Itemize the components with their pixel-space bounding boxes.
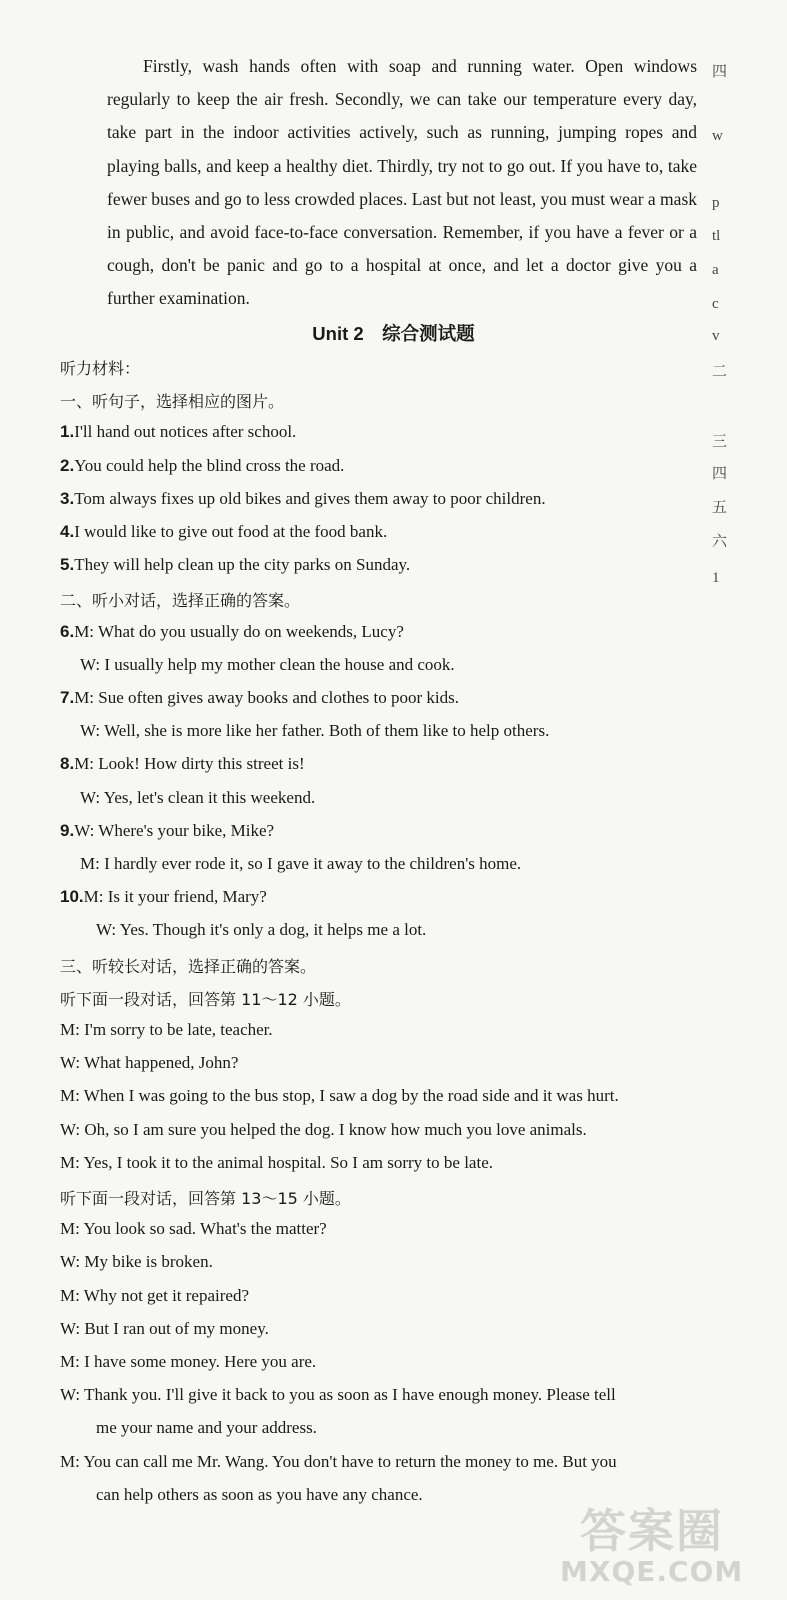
margin-fragment: 1 xyxy=(712,570,720,586)
line-text: W: But I ran out of my money. xyxy=(60,1318,269,1338)
line-text: M: I'm sorry to be late, teacher. xyxy=(60,1020,273,1039)
line-text: You could help the blind cross the road. xyxy=(74,455,345,475)
line-text: They will help clean up the city parks on Sunday. xyxy=(74,555,411,575)
line-text: can help others as soon as you have any chance. xyxy=(96,1484,423,1504)
line-text: W: I usually help my mother clean the house and cook. xyxy=(80,654,455,674)
line-text: M: I have some money. Here you are. xyxy=(60,1352,317,1371)
unit-title: Unit 2 综合测试题 xyxy=(312,323,475,344)
transcript-line xyxy=(60,522,387,542)
section-heading xyxy=(60,356,140,379)
line-text: 听下面一段对话，回答第 13～15 小题。 xyxy=(60,1189,351,1208)
watermark-url: MXQE.COM xyxy=(560,1555,744,1588)
transcript-line xyxy=(60,1452,617,1472)
transcript-line xyxy=(60,555,410,575)
transcript-line xyxy=(96,1418,317,1438)
question-number: 7. xyxy=(60,688,75,707)
transcript-line xyxy=(60,1385,616,1405)
margin-fragment: 三 xyxy=(712,434,728,450)
transcript-line xyxy=(60,622,404,642)
question-number: 10. xyxy=(60,887,84,907)
section-heading xyxy=(60,588,300,611)
margin-fragment: 五 xyxy=(712,500,728,516)
line-text: 二、听小对话，选择正确的答案。 xyxy=(60,591,301,611)
transcript-line xyxy=(80,788,315,808)
question-number: 9. xyxy=(60,820,75,840)
line-text: M: When I was going to the bus stop, I saw a dog by the road side and it was hurt. xyxy=(60,1086,619,1106)
line-text: M: Look! How dirty this street is! xyxy=(74,754,305,774)
question-number: 1. xyxy=(60,422,75,442)
line-text: me your name and your address. xyxy=(96,1418,317,1438)
transcript-line xyxy=(80,854,521,874)
question-number: 3. xyxy=(60,488,75,508)
transcript-line xyxy=(80,721,549,741)
line-text: M: You can call me Mr. Wang. You don't have to return the money to me. But you xyxy=(60,1451,617,1471)
line-text: I would like to give out food at the food bank. xyxy=(74,522,388,541)
transcript-line xyxy=(60,688,459,708)
section-heading xyxy=(60,1186,351,1209)
transcript-line xyxy=(60,1120,587,1140)
margin-fragment: p xyxy=(712,195,720,211)
margin-fragment: 四 xyxy=(712,466,728,482)
section-heading xyxy=(60,954,316,977)
line-text: W: Thank you. I'll give it back to you as soon as I have enough money. Please tell xyxy=(60,1385,616,1405)
transcript-line xyxy=(60,887,267,907)
line-text: M: Sue often gives away books and clothes to poor kids. xyxy=(74,688,459,707)
margin-fragment: a xyxy=(712,262,719,278)
essay-paragraph: Firstly, wash hands often with soap and running water. Open windows regularly to keep the air fresh. Secondly, we can take our temperature every day, take part in the indoor activities actively, such as running, jumping ropes and playing balls, and keep a healthy diet. Thirdly, try not to go out. If you have to, take fewer buses and go to less crowded places. Last but not least, you must wear a mask in public, and avoid face-to-face conversation. Remember, if you have a fever or a cough, don't be panic and go to a hospital at once, and let a doctor give you a further examination. xyxy=(107,56,697,309)
transcript-line xyxy=(96,1485,423,1505)
question-number: 6. xyxy=(60,621,75,641)
question-number: 2. xyxy=(60,455,75,475)
section-heading xyxy=(60,987,351,1010)
transcript-line xyxy=(60,489,546,509)
transcript-line xyxy=(60,1153,493,1173)
transcript-line xyxy=(60,821,274,841)
transcript-line xyxy=(60,1286,249,1306)
transcript-line xyxy=(80,655,455,675)
transcript-line xyxy=(60,456,344,476)
transcript-line xyxy=(60,1020,273,1040)
transcript-line xyxy=(60,1086,619,1106)
transcript-line xyxy=(60,422,296,442)
line-text: M: What do you usually do on weekends, Lucy? xyxy=(74,621,404,641)
margin-fragment: c xyxy=(712,296,719,312)
watermark-logo xyxy=(560,1495,780,1595)
line-text: W: Where's your bike, Mike? xyxy=(74,820,275,840)
line-text: M: You look so sad. What's the matter? xyxy=(60,1219,327,1239)
margin-fragment: tl xyxy=(712,228,721,244)
essay-block xyxy=(107,50,697,316)
line-text: M: Why not get it repaired? xyxy=(60,1285,249,1305)
margin-fragment: 六 xyxy=(712,534,728,550)
line-text: W: Oh, so I am sure you helped the dog. I know how much you love animals. xyxy=(60,1119,587,1139)
line-text: 一、听句子，选择相应的图片。 xyxy=(60,392,285,412)
question-number: 4. xyxy=(60,522,75,541)
watermark-text: 答案圈 xyxy=(580,1504,724,1558)
line-text: M: I hardly ever rode it, so I gave it away to the children's home. xyxy=(80,854,522,873)
transcript-line xyxy=(60,754,305,774)
section-heading xyxy=(60,389,284,412)
line-text: W: What happened, John? xyxy=(60,1053,239,1073)
line-text: M: Yes, I took it to the animal hospital. So I am sorry to be late. xyxy=(60,1152,493,1172)
question-number: 5. xyxy=(60,555,75,575)
transcript-line xyxy=(60,1053,238,1073)
question-number: 8. xyxy=(60,754,75,774)
line-text: 三、听较长对话，选择正确的答案。 xyxy=(60,956,317,976)
margin-fragment: 四 xyxy=(712,64,728,80)
line-text: 听下面一段对话，回答第 11～12 小题。 xyxy=(60,989,351,1009)
line-text: W: Yes. Though it's only a dog, it helps me a lot. xyxy=(96,920,427,940)
line-text: W: Yes, let's clean it this weekend. xyxy=(80,787,316,807)
transcript-line xyxy=(60,1352,316,1372)
transcript-line xyxy=(60,1319,269,1339)
margin-fragment: 二 xyxy=(712,364,728,380)
line-text: W: My bike is broken. xyxy=(60,1252,213,1272)
line-text: I'll hand out notices after school. xyxy=(74,422,297,442)
line-text: Tom always fixes up old bikes and gives them away to poor children. xyxy=(74,488,546,508)
margin-fragment: v xyxy=(712,328,720,344)
transcript-line xyxy=(60,1252,213,1272)
transcript-line xyxy=(60,1219,327,1239)
transcript-line xyxy=(96,920,426,940)
line-text: W: Well, she is more like her father. Both of them like to help others. xyxy=(80,721,550,741)
line-text: 听力材料： xyxy=(60,359,141,378)
line-text: M: Is it your friend, Mary? xyxy=(83,887,267,907)
margin-fragment: w xyxy=(712,128,723,144)
